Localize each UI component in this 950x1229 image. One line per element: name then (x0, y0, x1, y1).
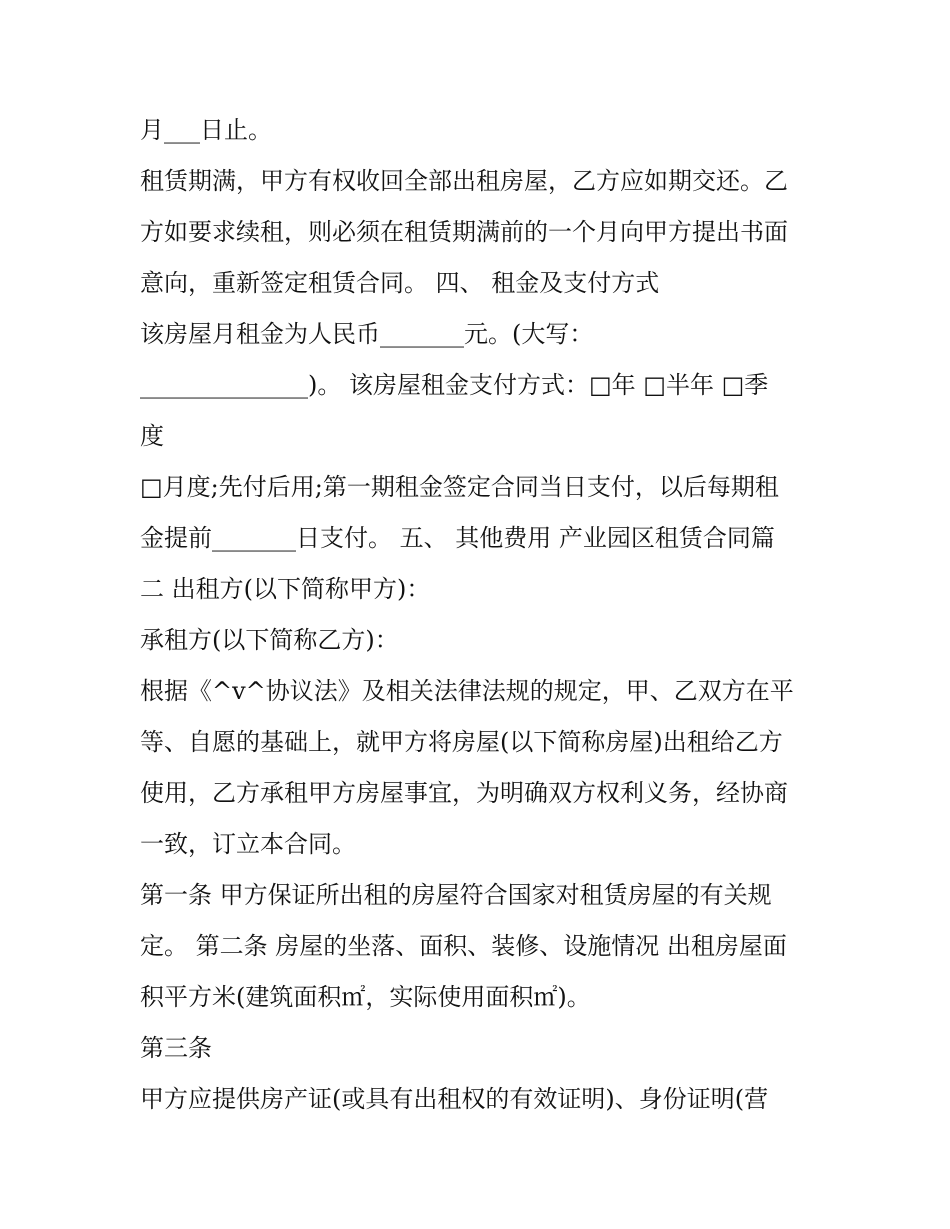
text-line: 定。 第二条 房屋的坐落、面积、装修、设施情况 出租房屋面 (140, 932, 787, 960)
text-line: ______________)。 该房屋租金支付方式：□年 □半年 □季 (140, 371, 769, 399)
text-line: 使用，乙方承租甲方房屋事宜，为明确双方权利义务，经协商 (140, 779, 788, 807)
text-line: 该房屋月租金为人民币_______元。(大写： (140, 320, 594, 348)
text-line: □月度;先付后用;第一期租金签定合同当日支付，以后每期租 (140, 473, 779, 501)
text-line: 方如要求续租，则必须在租赁期满前的一个月向甲方提出书面 (140, 218, 788, 246)
text-line: 二 出租方(以下简称甲方)： (140, 575, 431, 603)
text-line: 租赁期满，甲方有权收回全部出租房屋，乙方应如期交还。乙 (140, 167, 788, 195)
text-line: 度 (140, 422, 164, 450)
text-line: 意向，重新签定租赁合同。 四、 租金及支付方式 (140, 269, 660, 297)
text-line: 月___日止。 (140, 116, 272, 144)
text-line: 金提前_______日支付。 五、 其他费用 产业园区租赁合同篇 (140, 524, 775, 552)
text-line: 一致，订立本合同。 (140, 830, 356, 858)
text-line: 第一条 甲方保证所出租的房屋符合国家对租赁房屋的有关规 (140, 881, 772, 909)
text-line: 甲方应提供房产证(或具有出租权的有效证明)、身份证明(营 (140, 1085, 769, 1113)
text-line: 积平方米(建筑面积㎡，实际使用面积㎡)。 (140, 983, 591, 1011)
contract-text (140, 105, 820, 1125)
text-line: 第三条 (140, 1034, 212, 1062)
text-line: 根据《^v^协议法》及相关法律法规的规定，甲、乙双方在平 (140, 677, 794, 705)
text-line: 等、自愿的基础上，就甲方将房屋(以下简称房屋)出租给乙方 (140, 728, 783, 756)
text-line: 承租方(以下简称乙方)： (140, 626, 399, 654)
